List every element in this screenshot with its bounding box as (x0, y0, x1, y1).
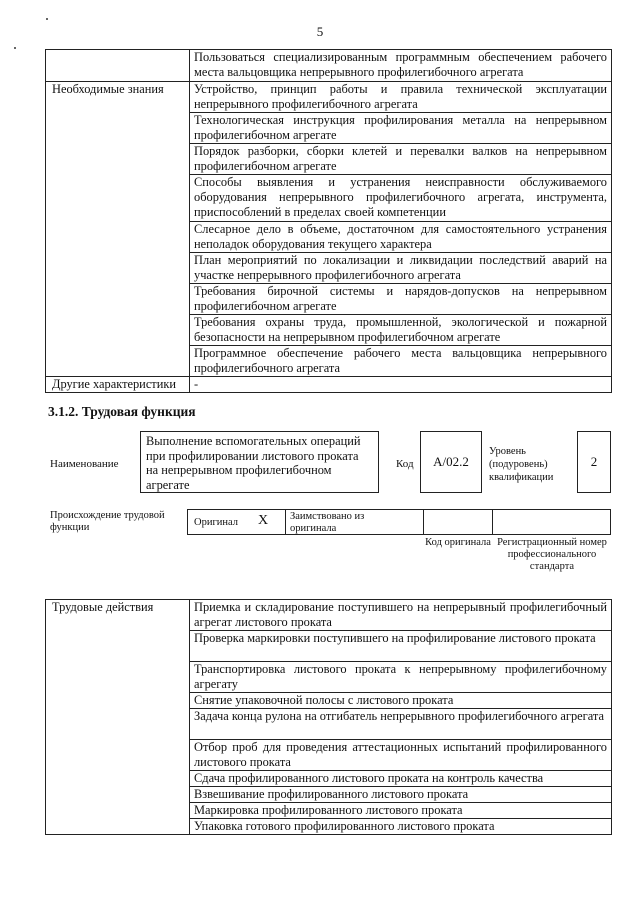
page-number: 5 (316, 24, 324, 39)
reg-number-caption: Регистрационный номер профессионального стандарта (497, 537, 607, 572)
name-label: Наименование (50, 458, 119, 470)
reg-number-cell (492, 509, 611, 535)
function-name-line: агрегате (146, 477, 190, 492)
level-label: Уровень (подуровень) квалификации (489, 446, 554, 483)
knowledge-table (45, 49, 612, 393)
code-label: Код (396, 458, 414, 470)
borrowed-label: Заимствовано из оригинала (290, 511, 365, 534)
skill-continuation: Пользоваться специализированным программным обеспечением рабочего места вальцовщика непрерывного профилегибочного агрегата (190, 50, 612, 82)
code-original-cell (423, 509, 493, 535)
scan-speck (14, 47, 16, 49)
knowledge-item: Порядок разборки, сборки клетей и перевалки валков на непрерывном профилегибочном агрегате (190, 144, 612, 175)
actions-label: Трудовые действия (46, 600, 190, 835)
action-item: Транспортировка листового проката к непрерывному профилегибочному агрегату (190, 662, 612, 693)
function-name-box (140, 431, 379, 493)
action-item: Отбор проб для проведения аттестационных испытаний профилированного листового проката (190, 740, 612, 771)
level-value: 2 (590, 454, 598, 469)
original-mark: X (258, 513, 269, 528)
action-item: Приемка и складирование поступившего на непрерывный профилегибочный агрегат листового проката (190, 600, 612, 631)
action-item: Сдача профилированного листового проката на контроль качества (190, 771, 612, 787)
knowledge-item: Устройство, принцип работы и правила технической эксплуатации непрерывного профилегибочного агрегата (190, 82, 612, 113)
knowledge-item: Программное обеспечение рабочего места вальцовщика непрерывного профилегибочного агрегата (190, 346, 612, 377)
level-box (577, 431, 611, 493)
knowledge-item: Способы выявления и устранения неисправности обслуживаемого оборудования непрерывного профилегибочного агрегата, инструмента, приспособлений в пределах своей компетенции (190, 175, 612, 222)
action-item: Снятие упаковочной полосы с листового проката (190, 693, 612, 709)
function-name-line: при профилировании листового проката (146, 448, 359, 463)
other-characteristics-value: - (190, 377, 612, 393)
code-box (420, 431, 482, 493)
function-name-line: на непрерывном профилегибочном (146, 463, 332, 477)
action-item: Маркировка профилированного листового проката (190, 803, 612, 819)
borrowed-cell (285, 509, 424, 535)
section-title: 3.1.2. Трудовая функция (48, 404, 196, 419)
action-item: Задача конца рулона на отгибатель непрерывного профилегибочного агрегата (190, 709, 612, 740)
other-characteristics-label: Другие характеристики (46, 377, 190, 393)
knowledge-item: Технологическая инструкция профилирования металла на непрерывном профилегибочном агрегате (190, 113, 612, 144)
action-item: Упаковка готового профилированного листового проката (190, 819, 612, 835)
knowledge-item: План мероприятий по локализации и ликвидации последствий аварий на участке непрерывного профилегибочного агрегата (190, 253, 612, 284)
function-name-line: Выполнение вспомогательных операций (146, 434, 361, 448)
original-cell (187, 509, 286, 535)
code-value: A/02.2 (433, 454, 469, 469)
code-original-caption: Код оригинала (425, 537, 491, 548)
action-item: Проверка маркировки поступившего на профилирование листового проката (190, 631, 612, 662)
knowledge-item: Требования охраны труда, промышленной, экологической и пожарной безопасности на непрерывном профилегибочном агрегате (190, 315, 612, 346)
knowledge-item: Слесарное дело в объеме, достаточном для самостоятельного устранения неполадок оборудования текущего характера (190, 222, 612, 253)
original-label: Оригинал (194, 517, 238, 528)
origin-label: Происхождение трудовой функции (50, 510, 165, 533)
actions-table (45, 599, 612, 835)
scan-speck (46, 18, 48, 20)
knowledge-item: Требования бирочной системы и нарядов-допусков на непрерывном профилегибочном агрегате (190, 284, 612, 315)
action-item: Взвешивание профилированного листового проката (190, 787, 612, 803)
knowledge-label: Необходимые знания (46, 82, 190, 377)
